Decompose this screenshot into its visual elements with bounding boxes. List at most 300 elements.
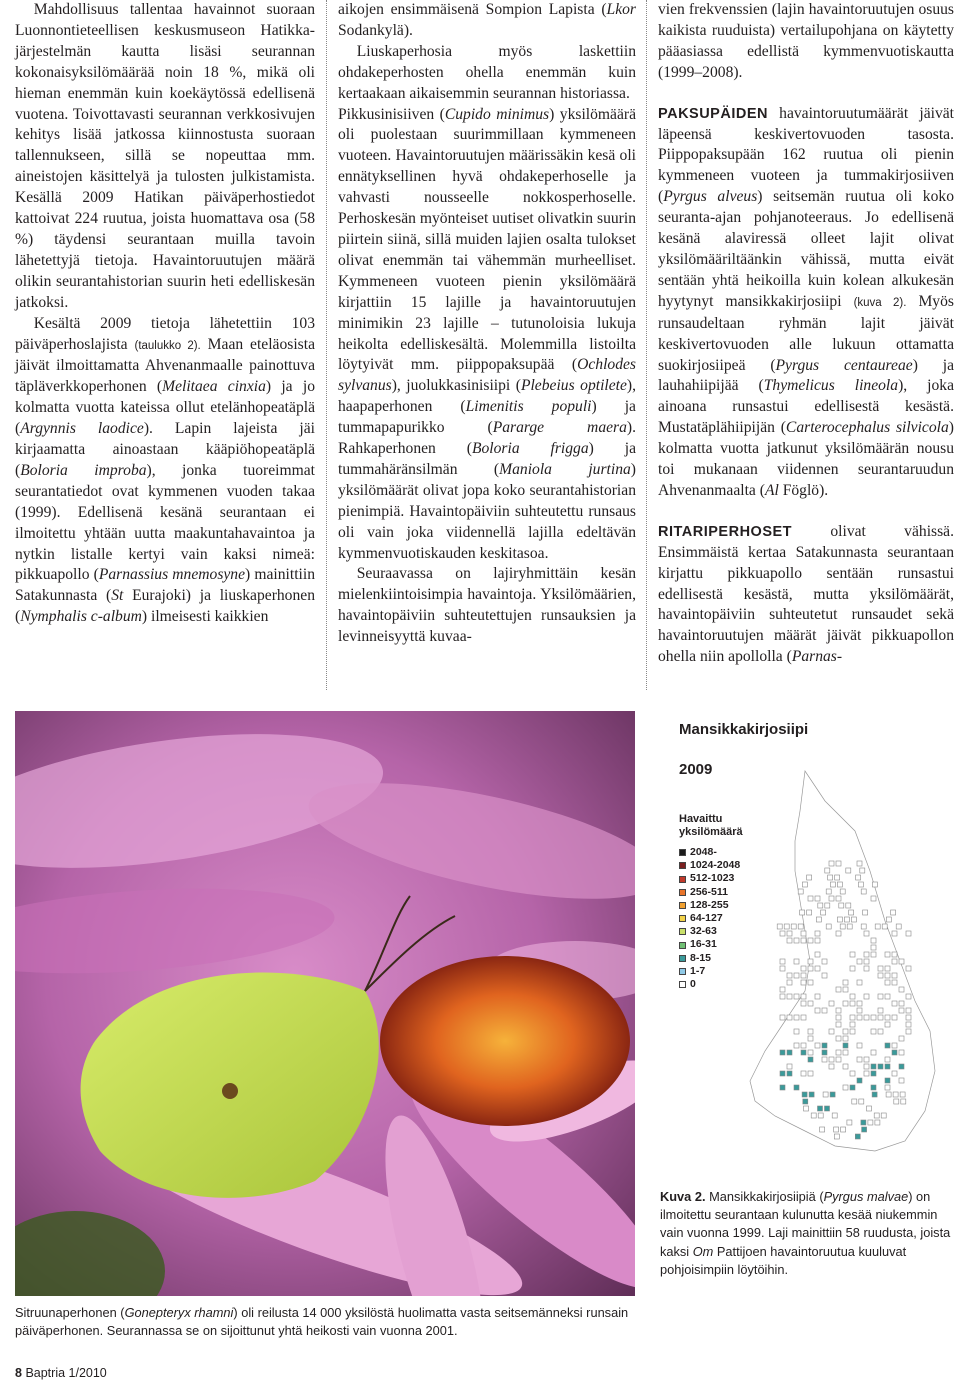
legend-label: 128-255 [690,898,729,911]
text-run: Maan eteläosista jäivät ilmoittamatta Ahvenanmaalle painottuva täpläverkkoperhonen ( [15,335,315,396]
survey-square [878,1029,883,1034]
survey-square [850,952,855,957]
survey-square [787,931,792,936]
survey-square [885,973,890,978]
survey-square [843,1064,848,1069]
survey-square [864,994,869,999]
text-run: ) seitsemän ruutua oli koko seuranta-ajan pohjanoteeraus. Jo edellisenä kesänä alaviressä olleet lajit olivat yksilömääriltäänkin vähissä, mutta eivät sentään yhtä heikoilla kuin kolean alkukesän hyytynyt mansikkakirjosiipi [658,188,954,310]
survey-square [850,966,855,971]
survey-square [787,1071,792,1076]
survey-square [857,1043,862,1048]
survey-square [836,1008,841,1013]
survey-square [823,1092,828,1097]
survey-square [861,924,866,929]
photo-caption [15,1304,635,1340]
survey-square [837,882,842,887]
section-heading: RITARIPERHOSET [658,523,793,540]
text-run: ), juolukkasinisiipi ( [391,377,521,395]
survey-square [885,1085,890,1090]
survey-square [892,1015,897,1020]
text-run: Eurajoki) ja liuskaperhonen ( [15,587,315,626]
survey-square [892,1043,897,1048]
survey-square [777,924,782,929]
paragraph [338,0,636,42]
survey-square [834,1127,839,1132]
text-run: Mansikkakirjosiipiä ( [705,1189,824,1204]
survey-square [878,973,883,978]
survey-square [871,1015,876,1020]
survey-square [885,994,890,999]
photo-illustration [15,711,635,1296]
page-footer [15,1366,107,1380]
legend-label: 256-511 [690,885,728,898]
survey-square [850,1022,855,1027]
survey-square [815,1043,820,1048]
survey-square [815,931,820,936]
survey-square [893,1092,898,1097]
survey-square [836,1036,841,1041]
survey-square [868,1120,873,1125]
butterfly-photo [15,711,635,1296]
survey-square [871,945,876,950]
text-run: ) yksilömäärä oli puolestaan suurimmillaan kymmeneen vuoteen. Havaintoruutujen määrissäkin kesä oli ennätyksellinen hyvä ohdakeperhoselle ja vahvasti nousseelle nokkosperhoselle. Perhoskesän myönteiset uutiset olivatkin suurin piirtein siinä, sillä muiden lajien osalta tulokset olivat enemmän tai vähemmän murheelliset. Kymmeneen vuoteen pienin yksilömäärä kirjattiin 15 lajille ja havaintoruutujen minimikin 23 lajille – tutunoloisia lukuja heikolta edelliskesältä. Molemmilla listoilta löytyivät mm. piippopaksupää ( [338,105,637,374]
survey-square [800,910,805,915]
survey-square [808,938,813,943]
journal-name: Baptria 1/2010 [25,1366,107,1380]
survey-square [804,1106,809,1111]
survey-square [862,1127,867,1132]
paragraph-text: Mahdollisuus tallentaa havainnot suoraan Luonnontieteellisen keskusmuseon Hatikka-järjestelmän kautta lisäsi seurannan kokonaisyksilömäärää noin 18 %, mikä oli hieman enemmän kuin koekäytössä edellisenä vuotena. Toivottavasti seurannan verkkosivujen kehitys lisää jatkossa kiinnostusta suoraan tallennukseen, sillä se nopeuttaa mm. aineistojen käsittelyä ja tulosten julkistamista. Kesällä 2009 Hatikan päiväperhostiedot kattoivat 224 ruutua, joista huomattava osa (58 %) täydensi seurantaan muilla tavoin lähetettyjä tietoja. Havaintoruutujen määrä olikin seurantahistorian suurin heti edelliskesän jatkoksi. [15,1,315,311]
survey-square [847,1120,852,1125]
survey-square [801,973,806,978]
survey-square [878,1008,883,1013]
survey-square [846,903,851,908]
survey-square [815,1008,820,1013]
survey-square [808,980,813,985]
section-heading: PAKSUPÄIDEN [658,105,768,122]
survey-square [885,980,890,985]
survey-square [885,1057,890,1062]
survey-square [822,959,827,964]
legend-label: 0 [690,978,696,991]
text-run: Pattijoen havaintoruutua kuuluvat pohjoisimpiin löytöihin. [660,1243,907,1277]
survey-square [794,973,799,978]
survey-square [794,1015,799,1020]
survey-square [808,966,813,971]
survey-square [801,1071,806,1076]
survey-square [840,889,845,894]
survey-square [850,1001,855,1006]
survey-square [798,889,803,894]
survey-square [885,1022,890,1027]
survey-square [808,896,813,901]
text-run: vien frekvenssien (lajin havaintoruutujen osuus kaikista ruuduista) vertailupohjana on käytetty pääasiassa edellistä kymmenvuotiskautta (1999–2008). [658,1,954,81]
survey-square [820,1127,825,1132]
species-name: Thymelicus lineola [763,377,899,395]
legend-label: 1024-2048 [690,859,741,872]
paragraph [338,42,636,105]
text-column-3 [658,0,954,668]
text-run: Liuskaperhosia myös laskettiin ohdakeperhosten ohella enemmän kuin kertaakaan aikaisemmin seurannan historiassa. [338,42,636,102]
survey-square [894,1099,899,1104]
species-name: Ochlodes sylvanus [338,356,636,395]
survey-square [861,889,866,894]
survey-square [794,1043,799,1048]
survey-square [780,959,785,964]
survey-square [836,861,841,866]
survey-square [857,1015,862,1020]
survey-square [801,1050,806,1055]
survey-square [830,882,835,887]
survey-square [811,1113,816,1118]
survey-square [836,1015,841,1020]
survey-square [846,868,851,873]
survey-square [822,1008,827,1013]
text-run: ), joka ainoana runsastui edellisestä kesästä. Mustatäplähiipijän ( [658,377,954,437]
survey-square [801,938,806,943]
survey-square [864,1015,869,1020]
survey-square [794,938,799,943]
map-year: 2009 [679,761,713,778]
survey-square [808,1029,813,1034]
species-name: Parnassius mnemosyne [98,566,246,584]
survey-square [801,1001,806,1006]
species-name: Maniola jurtina [499,460,631,478]
text-run: ) oli reilusta 14 000 yksilöstä huolimatta vasta seitsemänneksi runsain päiväperhonen. Seurannassa se on sijoittunut yhtä heikosti vain vuonna 2001. [15,1305,629,1338]
survey-square [802,1092,807,1097]
column-divider [326,0,327,690]
survey-square [794,1085,799,1090]
survey-square [850,1085,855,1090]
text-run: ) kolmatta vuotta jatkunut yksilömäärän nousu toi mukanaan viidennen seurantaruudun Ahvenanmaalta ( [658,419,954,499]
text-run: havaintoruutumäärät jäivät läpeensä keskivertovuoden tasosta. Piippopaksupään 162 ruutua oli pienin kymmeneen vuoteen ja tummakirjosiiven ( [658,104,954,206]
survey-square [815,994,820,999]
column-divider [646,0,647,690]
legend-label: 2048- [690,846,717,858]
survey-square [860,868,865,873]
survey-square [822,1043,827,1048]
survey-square [849,910,854,915]
survey-square [850,1015,855,1020]
survey-square [863,910,868,915]
species-name: Argynnis laodice [20,420,144,438]
survey-square [899,1050,904,1055]
paragraph [658,104,954,502]
region-abbrev: Om [692,1243,714,1259]
survey-square [787,1015,792,1020]
survey-square [835,875,840,880]
survey-square [843,987,848,992]
page-number: 8 [15,1366,22,1380]
survey-square [857,1078,862,1083]
survey-square [832,1113,837,1118]
survey-square [871,938,876,943]
survey-square [871,1085,876,1090]
survey-square [829,1057,834,1062]
text-run: ), haapaperhonen ( [338,377,637,416]
survey-square [780,1050,785,1055]
survey-square [892,1050,897,1055]
survey-square [828,875,833,880]
survey-square [843,1001,848,1006]
survey-square [856,875,861,880]
paragraph [658,0,954,84]
text-run: ), jonka tuoreimmat seurantatiedot ovat kymmenen vuoden takaa (1999). Edellisenä kesänä seurantaan ei ilmoitettu yhtään uutta maakuntahavaintoa ja nytkin listalle kertyi vain kaksi nimeä: pikkuapollo ( [15,461,315,584]
text-run: ) ja lauhahiipijää ( [658,356,954,395]
species-name: Cupido minimus [444,105,550,123]
survey-square [844,917,849,922]
survey-square [878,966,883,971]
paragraph [338,564,636,648]
survey-square [808,1050,813,1055]
survey-square [807,910,812,915]
survey-square [857,959,862,964]
survey-square [826,924,831,929]
text-run: ). Rahkaperhonen ( [338,419,636,458]
survey-square [892,959,897,964]
legend-label: 8-15 [690,951,712,964]
survey-square [843,1036,848,1041]
survey-square [815,896,820,901]
survey-square [829,1001,834,1006]
survey-square [892,1001,897,1006]
text-run: Pikkusinisiiven ( [338,105,445,123]
survey-square [899,959,904,964]
legend-label: 64-127 [690,912,723,925]
survey-square [871,1064,876,1069]
text-run: ). Lapin lajeista jäi kirjaamatta ainoastaan kääpiöhopeatäplä ( [15,420,315,479]
survey-square [899,1064,904,1069]
survey-square [872,882,877,887]
species-name: Plebeius optilete [520,377,627,395]
survey-square [840,924,845,929]
legend-title-line: yksilömäärä [679,826,743,838]
survey-square [899,1036,904,1041]
survey-square [892,1071,897,1076]
survey-square [809,1092,814,1097]
survey-square [852,1099,857,1104]
survey-square [906,966,911,971]
survey-square [892,973,897,978]
survey-square [836,1050,841,1055]
paragraph [15,314,315,629]
survey-square [867,1106,872,1111]
text-column-1 [15,0,315,628]
survey-square [841,1127,846,1132]
survey-square [885,1015,890,1020]
survey-square [906,994,911,999]
survey-square [871,1071,876,1076]
text-run: Sitruunaperhonen ( [15,1305,125,1320]
survey-square [787,973,792,978]
survey-square [807,875,812,880]
survey-square [794,1029,799,1034]
survey-square [843,1043,848,1048]
survey-square [808,1057,813,1062]
text-run: aikojen ensimmäisenä Sompion Lapista ( [338,1,607,18]
survey-square [843,1029,848,1034]
survey-square [864,1071,869,1076]
survey-square [859,1099,864,1104]
survey-square [787,938,792,943]
legend-label: 32-63 [690,925,717,938]
figure-reference: (kuva 2). [853,296,907,309]
survey-square [850,994,855,999]
text-run: ) ja tummahäränsilmän ( [338,440,637,478]
survey-square [850,1029,855,1034]
survey-square [885,966,890,971]
survey-square [861,1120,866,1125]
survey-square [815,952,820,957]
survey-square [872,1092,877,1097]
survey-square [794,994,799,999]
survey-square [875,1120,880,1125]
survey-square [857,1008,862,1013]
legend-label: 16-31 [690,938,717,951]
survey-square [855,1134,860,1139]
survey-square [843,980,848,985]
finland-outline [655,711,955,1173]
survey-square [899,1008,904,1013]
survey-square [801,966,806,971]
survey-square [808,1001,813,1006]
survey-square [836,1022,841,1027]
survey-square [871,1050,876,1055]
survey-square [847,924,852,929]
survey-square [906,1015,911,1020]
species-name: Pararge maera [492,419,627,437]
text-run: ) yksilömäärät olivat jopa koko seurantahistorian pienimpiä. Havaintopäiviin suhteutettu runsaus oli vain joka viidennellä lajilla edeltävän kymmenvuotiskauden keskitasoa. [338,460,636,562]
text-run: ) mainittiin Satakunnasta ( [15,566,315,605]
survey-square [825,903,830,908]
survey-square [839,903,844,908]
survey-square [787,994,792,999]
survey-square [780,966,785,971]
survey-square [815,966,820,971]
survey-square [878,1064,883,1069]
region-abbrev: Lkor [606,1,636,18]
survey-square [802,882,807,887]
survey-square [808,1036,813,1041]
survey-square [803,1099,808,1104]
survey-square [864,959,869,964]
survey-square [906,1029,911,1034]
survey-square [821,910,826,915]
survey-square [875,924,880,929]
survey-square [836,896,841,901]
text-run: ) ja jo kolmatta vuotta kateissa ollut etelänhopeatäplä ( [15,378,315,438]
legend-label: 512-1023 [690,872,735,885]
figure-label: Kuva 2. [660,1189,706,1204]
species-name: Parnas- [791,648,843,666]
map-caption [660,1188,952,1279]
species-name: Boloria frigga [471,440,589,458]
survey-square [881,1113,886,1118]
survey-square [843,1050,848,1055]
survey-square [871,1029,876,1034]
survey-square [822,1057,827,1062]
survey-square [829,1064,834,1069]
paragraph [658,522,954,668]
survey-square [900,1092,905,1097]
map-title: Mansikkakirjosiipi [679,721,809,738]
observation-squares [777,861,911,1139]
survey-square [801,1015,806,1020]
survey-square [780,994,785,999]
text-run: Föglö). [778,481,829,499]
legend-title-line: Havaittu [679,813,723,825]
species-name: Boloria improba [20,461,147,479]
survey-square [836,931,841,936]
species-name: Nymphalis c-album [20,608,142,626]
survey-square [871,952,876,957]
survey-square [780,1071,785,1076]
survey-square [801,931,806,936]
survey-square [787,1064,792,1069]
legend-label: 1-7 [690,964,706,977]
survey-square [843,1085,848,1090]
survey-square [815,938,820,943]
survey-square [857,1057,862,1062]
survey-square [896,924,901,929]
survey-square [878,1015,883,1020]
survey-square [899,1078,904,1083]
survey-square [780,987,785,992]
survey-square [834,1134,839,1139]
text-run: ) ilmeisesti kaikkien [141,608,269,626]
survey-square [886,1092,891,1097]
paragraph [338,105,636,565]
survey-square [864,1057,869,1062]
survey-square [784,924,789,929]
survey-square [794,959,799,964]
survey-square [837,917,842,922]
survey-square [874,1113,879,1118]
survey-square [850,1071,855,1076]
survey-square [899,987,904,992]
survey-square [808,1071,813,1076]
survey-square [818,903,823,908]
survey-square [801,1043,806,1048]
survey-square [858,882,863,887]
survey-square [851,917,856,922]
survey-square [906,931,911,936]
text-run: Kesältä 2009 tietoja lähetettiin 103 päiväperhoslajista [15,314,315,353]
survey-square [780,931,785,936]
survey-square [801,980,806,985]
survey-square [882,924,887,929]
survey-square [899,1001,904,1006]
survey-square [871,896,876,901]
table-reference: (taulukko 2). [134,339,201,352]
survey-square [791,924,796,929]
survey-square [836,1057,841,1062]
survey-square [906,1022,911,1027]
survey-square [826,889,831,894]
text-run: Sodankylä). [338,21,413,39]
species-name: Limenitis populi [465,398,592,416]
survey-square [901,1099,906,1104]
survey-square [857,980,862,985]
region-abbrev: Al [764,481,779,499]
survey-square [886,917,891,922]
survey-square [885,1043,890,1048]
text-run: ) ja tummapapurikko ( [338,398,636,437]
text-run: Myös runsaudeltaan ryhmän lajit jäivät keskivertovuoden alle lukuun ottamatta suokirjosiipeä ( [658,292,954,374]
survey-square [780,1015,785,1020]
survey-square [892,952,897,957]
survey-square [836,987,841,992]
